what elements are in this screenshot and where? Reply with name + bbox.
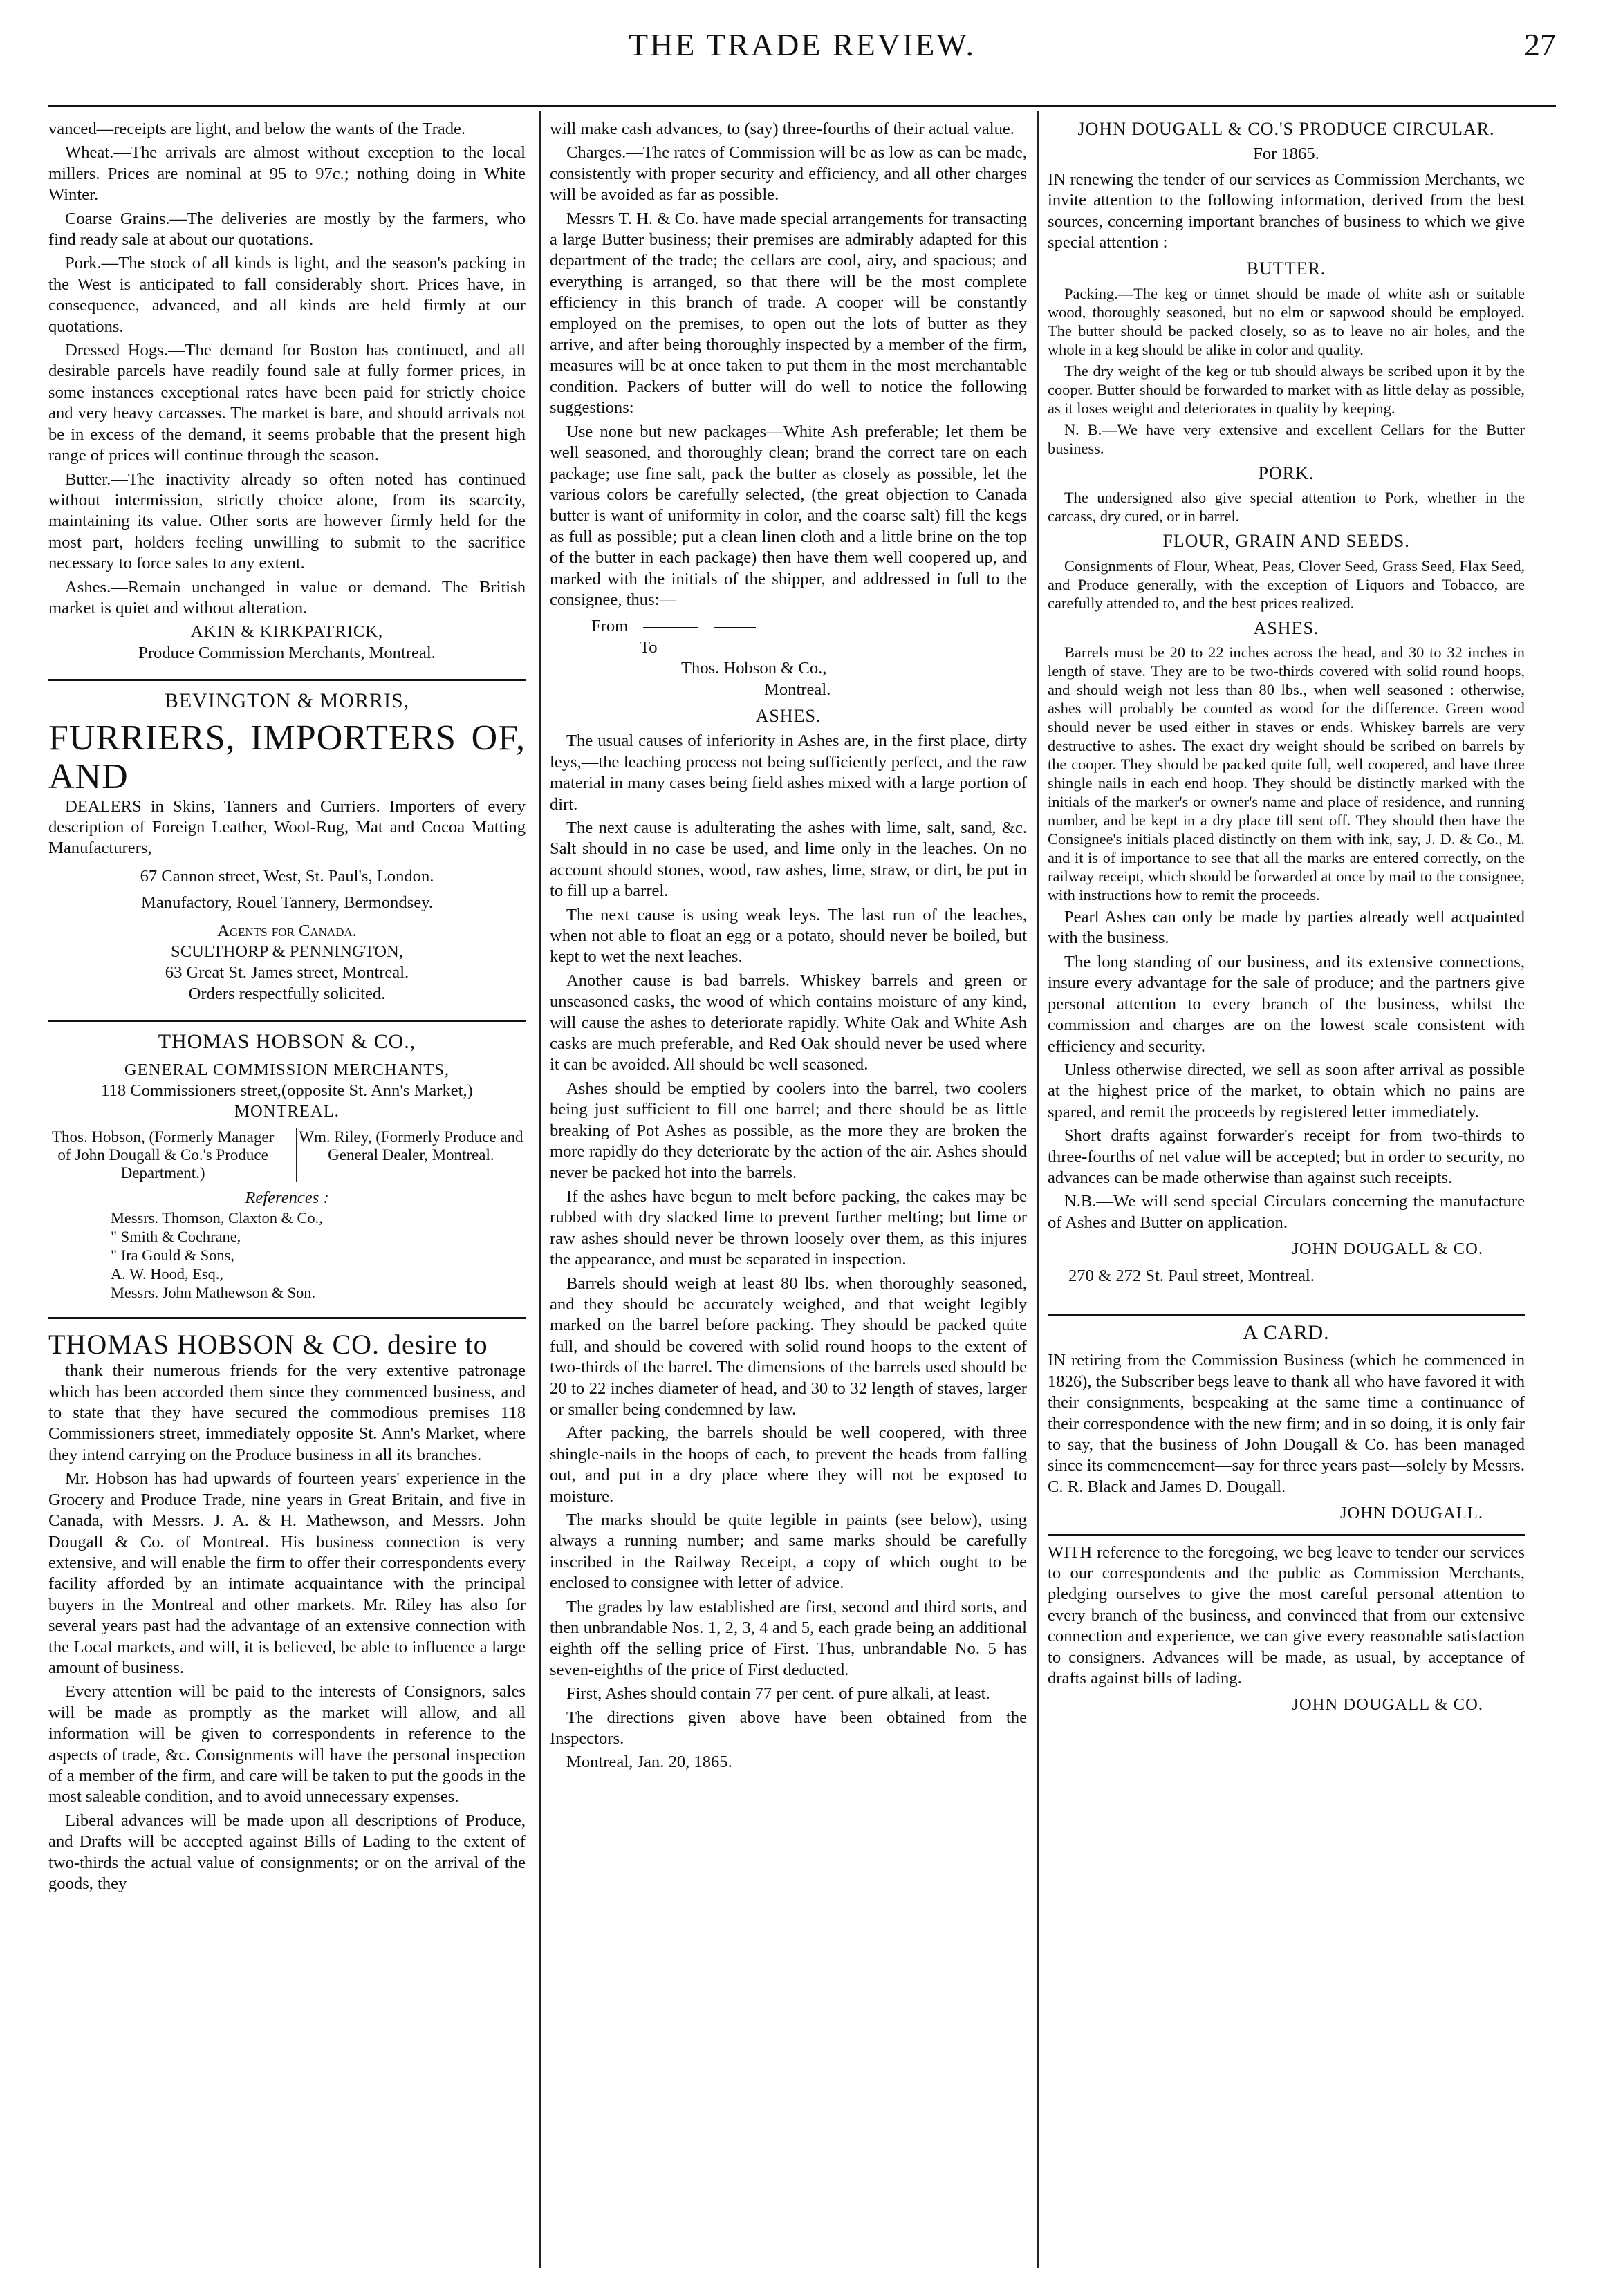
ad-body: DEALERS in Skins, Tanners and Curriers. Importers of every description of Foreign Leather, Wool-Rug, Mat and Cocoa Matting Manufacturers,	[48, 796, 526, 858]
ad-heading: THOMAS HOBSON & CO.,	[158, 1030, 416, 1054]
page-number: 27	[1524, 27, 1556, 62]
market-coarse-grains: Coarse Grains.—The deliveries are mostly by the farmers, who find ready sale at about our quotations.	[48, 209, 526, 250]
market-wheat: Wheat.—The arrivals are almost without exception to the local millers. Prices are nominal at 95 to 97c.; nothing doing in White Winter.	[48, 143, 526, 205]
ad-heading: BEVINGTON & MORRIS,	[164, 689, 410, 713]
references-list	[111, 1208, 526, 1302]
section-heading: ASHES.	[1253, 617, 1319, 638]
column-2	[550, 119, 1027, 1776]
circular-paragraph: N.B.—We will send special Circulars concerning the manufacture of Ashes and Butter on application.	[1048, 1192, 1525, 1232]
signature: AKIN & KIRKPATRICK,	[190, 622, 384, 642]
ad-paragraph: Liberal advances will be made upon all descriptions of Produce, and Drafts will be accepted against Bills of Lading to the extent of two-thirds the actual value of consignments; or on the arrival of the goods, they	[48, 1811, 526, 1893]
address-name: Thos. Hobson & Co.,	[681, 659, 827, 678]
address-city: Montreal.	[764, 680, 831, 699]
column-1	[48, 119, 526, 1897]
ad-paragraph: Mr. Hobson has had upwards of fourteen years' experience in the Grocery and Produce Trade, nine years in Great Britain, and five in Canada, with Messrs. J. A. & H. Mathewson, and Messrs. John Dougall & Co. of Montreal. His business connection is very extensive, and will enable the firm to offer their correspondents every facility afforded by an intimate acquaintance with the principal buyers in the Montreal and other markets. Mr. Riley has also for several years past had the advantage of an extensive connection with the Local markets, and will, it is believed, be able to influence a large amount of business.	[48, 1469, 526, 1677]
ashes-paragraph: Pearl Ashes can only be made by parties already well acquainted with the business.	[1048, 908, 1525, 948]
pork-paragraph: The undersigned also give special attention to Pork, whether in the carcass, dry cured, or in barrel.	[1048, 489, 1525, 525]
ashes-paragraph: First, Ashes should contain 77 per cent. of pure alkali, at least.	[566, 1684, 990, 1704]
market-butter: Butter.—The inactivity already so often noted has continued without intermission, strictly choice alone, from its scarcity, maintaining its value. Other sorts are however firmly held for the most part, holders feeling unwilling to submit to the sacrifice necessary to force sales to any extent.	[48, 469, 526, 573]
ashes-paragraph: Ashes should be emptied by coolers into the barrel, two coolers being just sufficient to fill one barrel; and there should be as little breaking of Pot Ashes as possible, as the more they are broken the more rapidly do they deteriorate by the action of the air. Ashes should never be packed hot into the barrels.	[550, 1079, 1027, 1182]
signature: JOHN DOUGALL.	[1339, 1504, 1483, 1523]
ad-address: 118 Commissioners street,(opposite St. Ann's Market,)	[101, 1081, 473, 1101]
ashes-paragraph: The grades by law established are first, second and third sorts, and then unbrandable Nos. 1, 2, 3, 4 and 5, each grade being an additional eighth off the selling price of First. Thus, unbrandable No. 5 has seven-eighths of the price of First deducted.	[550, 1597, 1027, 1679]
circular-paragraph: The long standing of our business, and its extensive connections, insure every advantage for the sale of produce; and the partners give personal attention to every branch of the business, whilst the commission and charges are on the lowest scale consistent with efficiency and security.	[1048, 952, 1525, 1056]
circular-year: For 1865.	[1253, 144, 1319, 164]
card-paragraph: IN retiring from the Commission Business (which he commenced in 1826), the Subscriber begs leave to thank all who have favored it with their consignments, bespeaking at the same time a continuance of their correspondence with the new firm; and in so doing, it is only fair to say, that the business of John Dougall & Co. has been managed since its commencement—say for three years past—solely by Messrs. C. R. Black and James D. Dougall.	[1048, 1351, 1525, 1496]
market-pork: Pork.—The stock of all kinds is light, and the season's packing in the West is anticipated to fall considerably short. Prices have, in consequence, advanced, and all kinds are held firmly at our quotations.	[48, 254, 526, 336]
signature-line: Produce Commission Merchants, Montreal.	[138, 643, 436, 662]
ashes-paragraph: The directions given above have been obtained from the Inspectors.	[550, 1708, 1027, 1748]
flour-paragraph: Consignments of Flour, Wheat, Peas, Clover Seed, Grass Seed, Flax Seed, and Produce generally, with the exception of Liquors and Tobacco, are carefully attended to, and the best prices realized.	[1048, 557, 1525, 612]
reference-item: " Smith & Cochrane,	[111, 1228, 241, 1246]
header-rule	[48, 105, 1556, 107]
ad-agents-name: SCULTHORP & PENNINGTON,	[171, 942, 403, 961]
section-rule	[1048, 1314, 1525, 1316]
page-header	[48, 0, 1556, 76]
ad-agents-label: Agents for Canada.	[217, 921, 357, 940]
ashes-paragraph: The marks should be quite legible in paints (see below), using always a running number; and same marks should be carefully inscribed in the Railway Receipt, a copy of which ought to be enclosed to consignee with letter of advice.	[550, 1511, 1027, 1593]
ad-paragraph: thank their numerous friends for the very extentive patronage which has been accorded them since they commenced business, and to state that they have secured the commodious premises 118 Commissioners street, immediately opposite St. Ann's Market, where they intend carrying on the Produce business in all its branches.	[48, 1361, 526, 1464]
dateline: Montreal, Jan. 20, 1865.	[566, 1753, 732, 1772]
ashes-paragraph: The next cause is adulterating the ashes with lime, salt, sand, &c. Salt should in no case be used, and lime only in the leaches. On no account should stones, wood, raw ashes, lime, straw, or dirt, be put in to fill up a barrel.	[550, 819, 1027, 901]
ad-city: MONTREAL.	[234, 1102, 340, 1121]
ad-note: Orders respectfully solicited.	[188, 984, 386, 1003]
page-title: THE TRADE REVIEW.	[628, 27, 976, 62]
circular-heading: JOHN DOUGALL & CO.'S PRODUCE CIRCULAR.	[1077, 119, 1495, 139]
circular-intro: IN renewing the tender of our services as Commission Merchants, we invite attention to the following information, derived from the best sources, concerning important branches of business to which we give special attention :	[1048, 169, 1525, 252]
butter-paragraph: The dry weight of the keg or tub should always be scribed upon it by the cooper. Butter should be forwarded to market with as little delay as possible, as it loses weight and deteriorates in quality by keeping.	[1048, 362, 1525, 417]
section-heading: FLOUR, GRAIN AND SEEDS.	[1162, 531, 1410, 552]
butter-paragraph: Packing.—The keg or tinnet should be made of white ash or suitable wood, thoroughly seasoned, but no elm or sapwood should be employed. The butter should be packed closely, so as to leave no air holes, and the whole in a keg should be alike in color and quality.	[1048, 284, 1525, 358]
partner-right: Wm. Riley, (Formerly Produce and General Dealer, Montreal.	[296, 1128, 526, 1182]
ad-paragraph: will make cash advances, to (say) three-fourths of their actual value.	[550, 120, 1014, 138]
ad-paragraph: Charges.—The rates of Commission will be as low as can be made, consistently with proper security and efficiency, and all other charges will be avoided as far as possible.	[550, 143, 1027, 205]
section-rule	[48, 679, 526, 681]
signature: JOHN DOUGALL & CO.	[1292, 1695, 1483, 1715]
section-heading: PORK.	[1258, 463, 1315, 483]
signature-address: 270 & 272 St. Paul street, Montreal.	[1068, 1266, 1315, 1285]
market-text: vanced—receipts are light, and below the wants of the Trade.	[48, 120, 466, 138]
ashes-paragraph: The usual causes of inferiority in Ashes are, in the first place, dirty leys,—the leaching process not being sufficiently perfect, and the raw material in many cases being field ashes mixed with a large portion of dirt.	[550, 731, 1027, 814]
ashes-paragraph: Barrels should weigh at least 80 lbs. when thoroughly seasoned, and they should be accurately weighed, and that weight legibly marked on the barrel before packing. They should be packed quite full, and should be covered with solid round hoops to the extent of two-thirds of the barrel. The dimensions of the barrels used should be 20 to 22 inches diameter of head, and 30 to 32 length of staves, larger or smaller being condemned by law.	[550, 1273, 1027, 1419]
ad-subheading: GENERAL COMMISSION MERCHANTS,	[124, 1060, 450, 1079]
column-divider	[539, 111, 541, 2268]
reference-item: Messrs. John Mathewson & Son.	[111, 1284, 316, 1302]
circular-paragraph: Short drafts against forwarder's receipt for from two-thirds to three-fourths of net value will be accepted; but in order to security, no advances can be made otherwise than against such receipts.	[1048, 1126, 1525, 1187]
signature: JOHN DOUGALL & CO.	[1292, 1240, 1483, 1259]
ad-address: 67 Cannon street, West, St. Paul's, London.	[140, 866, 434, 886]
market-dressed-hogs: Dressed Hogs.—The demand for Boston has continued, and all desirable parcels have readily found sale at fully former prices, in some instances exceptional rates have been paid for strictly choice and very heavy carcasses. The market is bare, and should arrivals not be in excess of the demand, it seems probable that the present high range of prices will continue through the season.	[48, 341, 526, 465]
circular-paragraph: Unless otherwise directed, we sell as soon after arrival as possible at the highest price of the market, to obtain which no pains are spared, and remit the proceeds by registered letter immediately.	[1048, 1060, 1525, 1121]
ashes-paragraph: If the ashes have begun to melt before packing, the cakes may be rubbed with dry slacked lime to prevent further melting; but lime or raw ashes should never be thrown loosely over them, as this injures the appearance, and must be separated in inspection.	[550, 1186, 1027, 1269]
ad-paragraph: Messrs T. H. & Co. have made special arrangements for transacting a large Butter business; their premises are admirably adapted for this department of the trade; the cellars are cool, airy, and spacious; and everything is arranged, so that there will be the most complete efficiency in this branch of trade. A cooper will be constantly employed on the premises, to open out the lots of butter as they arrive, and after being thoroughly inspected by a member of the firm, measures will be at once taken to put them in the most merchantable condition. Packers of butter will do well to notice the following suggestions:	[550, 209, 1027, 418]
reference-item: A. W. Hood, Esq.,	[111, 1265, 223, 1283]
ashes-paragraph: Another cause is bad barrels. Whiskey barrels and green or unseasoned casks, the wood of which contains moisture of any kind, will cause the ashes to deteriorate rapidly. White Oak and White Ash casks are much preferable, and Red Oak should never be used where it can be avoided. All should be well seasoned.	[550, 971, 1027, 1074]
partners-block	[48, 1128, 526, 1182]
ad-address: Manufactory, Rouel Tannery, Bermondsey.	[141, 893, 433, 913]
butter-paragraph: N. B.—We have very extensive and excellent Cellars for the Butter business.	[1048, 420, 1525, 457]
ad-paragraph: Every attention will be paid to the interests of Consignors, sales will be made as promptly as the market will allow, and all information will be given to correspondents in reference to the aspects of trade, &c. Consignments will have the personal inspection of a member of the firm, and care will be taken to put the goods in the most saleable condition, and to avoid unnecessary expenses.	[48, 1682, 526, 1807]
reference-item: Messrs. Thomson, Claxton & Co.,	[111, 1209, 323, 1227]
section-rule	[48, 1317, 526, 1319]
ashes-paragraph: The next cause is using weak leys. The last run of the leaches, when not able to float an egg or a potato, should never be boiled, but kept to wet the next leaches.	[550, 905, 1027, 967]
market-ashes: Ashes.—Remain unchanged in value or demand. The British market is quiet and without alteration.	[48, 577, 526, 617]
column-divider	[1037, 111, 1039, 2268]
address-example	[591, 616, 1027, 700]
card-paragraph: WITH reference to the foregoing, we beg leave to tender our services to our correspondents and the public as Commission Merchants, pledging ourselves to give the most careful personal attention to every branch of the business, and convinced that from our extensive connection and experience, we can give every reasonable satisfaction to consigners. Advances will be made, as usual, by acceptance of drafts against bills of lading.	[1048, 1542, 1525, 1688]
reference-item: " Ira Gould & Sons,	[111, 1247, 234, 1264]
section-rule	[48, 1020, 526, 1022]
ad-display-line: THOMAS HOBSON & CO. desire to	[48, 1329, 488, 1361]
address-to: To	[640, 637, 658, 657]
section-rule	[1048, 1534, 1525, 1536]
consignee-mark: J. D. & Co., M.	[1425, 830, 1525, 848]
section-heading: BUTTER.	[1246, 259, 1326, 279]
ad-display-line: FURRIERS, IMPORTERS OF, AND	[48, 718, 526, 796]
column-3	[1048, 119, 1525, 1721]
partner-left: Thos. Hobson, (Formerly Manager of John Dougall & Co.'s Produce Department.)	[51, 1128, 275, 1182]
ad-paragraph: Use none but new packages—White Ash preferable; let them be well seasoned, and thoroughly clean; brand the correct tare on each package; use fine salt, pack the butter as closely as possible, let the various colors be carefully selected, (the great objection to Canada butter is want of uniformity in color, and the coarse salt) fill the kegs as full as possible; put a clean linen cloth and a little brine on the top of the butter in each package) then have them well coopered up, and marked with the initials of the shipper, and addressed in full to the consignee, thus:—	[550, 422, 1027, 609]
references-label: References :	[245, 1188, 329, 1207]
ashes-paragraph: After packing, the barrels should be well coopered, with three shingle-nails in the hoops of each, to prevent the heads from falling out, and put in a dry place where they will not be exposed to moisture.	[550, 1424, 1027, 1506]
address-from: From	[591, 617, 629, 636]
section-heading: ASHES.	[755, 705, 822, 726]
ashes-paragraph: Barrels must be 20 to 22 inches across the head, and 30 to 32 inches in length of stave. They are to be two-thirds covered with solid round hoops, and should weigh not less than 80 lbs., when well seasoned : otherwise, ashes will probably be counted as wood for the difference. Green wood should never be used either in staves or ends. Whiskey barrels are very destructive to ashes. The exact dry weight should be scribed on barrels by the cooper. They should be packed quite full, well coopered, and have three shingle nails in each end hoop. They should be distinctly marked with the initials of the marker's or owner's name and place of residence, and running number, and be kept in a dry place till sent off. They should then have the Consignee's initials placed distinctly on them with ink, say, J. D. & Co., M. and it is of importance to see that all the marks are entered correctly, on the railway receipt, which should be forwarded at once by mail to the consignee, with instructions how to remit the proceeds.	[1048, 644, 1525, 904]
card-heading: A CARD.	[1243, 1320, 1330, 1344]
ad-agents-address: 63 Great St. James street, Montreal.	[165, 963, 409, 982]
